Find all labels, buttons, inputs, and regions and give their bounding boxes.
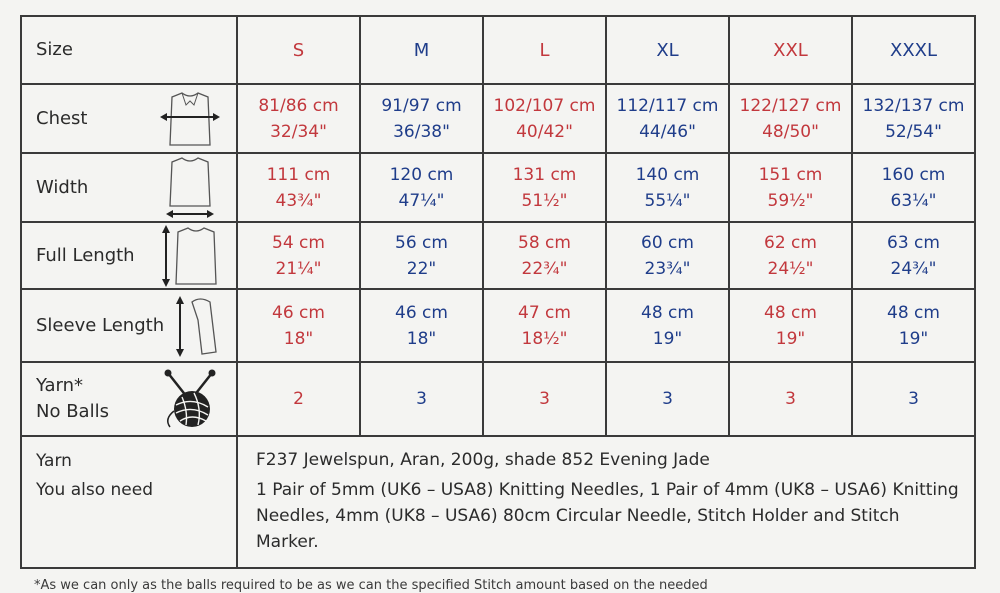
inch-value: 63¼" [890, 190, 937, 211]
size-xxl: XXL [729, 16, 852, 84]
chest-xxxl [852, 84, 975, 153]
cm-value: 46 cm [272, 302, 325, 323]
inch-value: 40/42" [516, 121, 573, 142]
width-xxxl [852, 153, 975, 222]
cm-value: 112/117 cm [616, 95, 719, 116]
size-xxxl: XXXL [852, 16, 975, 84]
width-row [21, 153, 975, 222]
cm-value: 140 cm [635, 164, 700, 185]
sleeve-s [237, 289, 360, 362]
size-row [21, 16, 975, 84]
inch-value: 43¾" [275, 190, 322, 211]
also-need-label: You also need [36, 480, 153, 500]
chest-label-cell [21, 84, 237, 153]
cm-value: 131 cm [512, 164, 577, 185]
sleeve-xxl [729, 289, 852, 362]
length-s [237, 222, 360, 289]
chest-measure-icon [158, 87, 222, 151]
length-xl [606, 222, 729, 289]
full-length-row [21, 222, 975, 289]
materials-text [237, 436, 975, 568]
full-length-label: Full Length [36, 244, 135, 266]
cm-value: 47 cm [518, 302, 571, 323]
chest-label: Chest [36, 107, 88, 129]
size-s: S [237, 16, 360, 84]
length-l [483, 222, 606, 289]
balls-xxxl: 3 [852, 362, 975, 436]
yarn-balls-label-cell [21, 362, 237, 436]
inch-value: 36/38" [393, 121, 450, 142]
cm-value: 151 cm [758, 164, 823, 185]
width-xxl [729, 153, 852, 222]
sleeve-length-label-cell [21, 289, 237, 362]
width-m [360, 153, 483, 222]
inch-value: 19" [898, 328, 929, 349]
inch-value: 47¼" [398, 190, 445, 211]
sleeve-xl [606, 289, 729, 362]
length-m [360, 222, 483, 289]
inch-value: 24¾" [890, 258, 937, 279]
yarn-notes-text: F237 Jewelspun, Aran, 200g, shade 852 Evening Jade [256, 450, 710, 470]
length-measure-icon [158, 224, 222, 288]
cm-value: 48 cm [641, 302, 694, 323]
width-label-cell [21, 153, 237, 222]
chest-l [483, 84, 606, 153]
inch-value: 18" [283, 328, 314, 349]
cm-value: 60 cm [641, 232, 694, 253]
length-xxl [729, 222, 852, 289]
cm-value: 48 cm [764, 302, 817, 323]
chest-m [360, 84, 483, 153]
cm-value: 62 cm [764, 232, 817, 253]
full-length-label-cell [21, 222, 237, 289]
balls-s: 2 [237, 362, 360, 436]
cm-value: 132/137 cm [862, 95, 965, 116]
cm-value: 54 cm [272, 232, 325, 253]
cm-value: 81/86 cm [258, 95, 339, 116]
size-label-cell [21, 16, 237, 84]
inch-value: 21¼" [275, 258, 322, 279]
footnote: *As we can only as the balls required to be as we can the specified Stitch amount based on the needed [34, 578, 708, 593]
chest-xxl [729, 84, 852, 153]
balls-l: 3 [483, 362, 606, 436]
chest-s [237, 84, 360, 153]
cm-value: 56 cm [395, 232, 448, 253]
inch-value: 59½" [767, 190, 814, 211]
balls-m: 3 [360, 362, 483, 436]
inch-value: 48/50" [762, 121, 819, 142]
cm-value: 102/107 cm [493, 95, 596, 116]
cm-value: 91/97 cm [381, 95, 462, 116]
yarn-balls-row [21, 362, 975, 436]
yarn-label-line1: Yarn* [36, 375, 84, 396]
yarn-notes-label: Yarn [36, 451, 72, 471]
width-l [483, 153, 606, 222]
cm-value: 63 cm [887, 232, 940, 253]
cm-value: 111 cm [266, 164, 331, 185]
yarn-ball-icon [158, 367, 222, 431]
materials-labels [21, 436, 237, 568]
also-need-text: 1 Pair of 5mm (UK6 – USA8) Knitting Needles, 1 Pair of 4mm (UK8 – USA6) Knitting Needles, 4mm (UK8 – USA6) 80cm Circular Needle, Stitch Holder and Stitch Marker. [256, 480, 959, 552]
balls-xxl: 3 [729, 362, 852, 436]
chest-row [21, 84, 975, 153]
inch-value: 22¾" [521, 258, 568, 279]
sleeve-length-label: Sleeve Length [36, 314, 165, 336]
length-xxxl [852, 222, 975, 289]
inch-value: 24½" [767, 258, 814, 279]
cm-value: 58 cm [518, 232, 571, 253]
sleeve-m [360, 289, 483, 362]
inch-value: 18½" [521, 328, 568, 349]
inch-value: 19" [775, 328, 806, 349]
inch-value: 19" [652, 328, 683, 349]
inch-value: 44/46" [639, 121, 696, 142]
cm-value: 160 cm [881, 164, 946, 185]
size-l: L [483, 16, 606, 84]
inch-value: 23¾" [644, 258, 691, 279]
inch-value: 55¼" [644, 190, 691, 211]
cm-value: 122/127 cm [739, 95, 842, 116]
cm-value: 48 cm [887, 302, 940, 323]
inch-value: 51½" [521, 190, 568, 211]
balls-xl: 3 [606, 362, 729, 436]
size-m: M [360, 16, 483, 84]
cm-value: 120 cm [389, 164, 454, 185]
width-s [237, 153, 360, 222]
sleeve-xxxl [852, 289, 975, 362]
sleeve-measure-icon [158, 294, 222, 358]
inch-value: 22" [406, 258, 437, 279]
cm-value: 46 cm [395, 302, 448, 323]
width-label: Width [36, 176, 89, 198]
yarn-label-line2: No Balls [36, 401, 109, 422]
width-xl [606, 153, 729, 222]
size-chart-table [20, 15, 976, 569]
inch-value: 32/34" [270, 121, 327, 142]
sleeve-l [483, 289, 606, 362]
size-xl: XL [606, 16, 729, 84]
yarn-balls-label [36, 373, 109, 425]
materials-row [21, 436, 975, 568]
sleeve-length-row [21, 289, 975, 362]
size-label: Size [36, 39, 73, 60]
inch-value: 52/54" [885, 121, 942, 142]
inch-value: 18" [406, 328, 437, 349]
chest-xl [606, 84, 729, 153]
width-measure-icon [158, 156, 222, 220]
